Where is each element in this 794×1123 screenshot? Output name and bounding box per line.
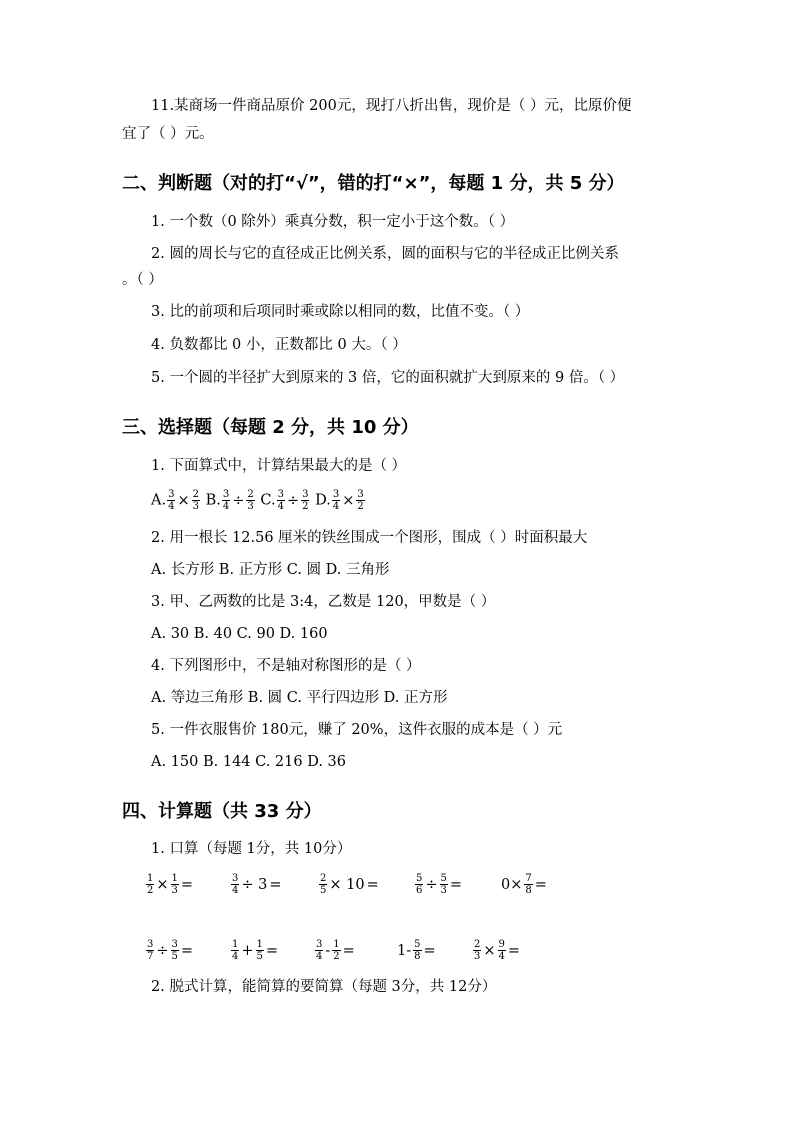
s4-sub2: 2. 脱式计算，能简算的要简算（每题 3分，共 12分） (151, 979, 497, 995)
s3-q5-text: 5. 一件衣服售价 180元，赚了 20%，这件衣服的成本是（ ）元 (151, 722, 563, 738)
calc-expr: 1- $\frac{5}{8}$ = (397, 939, 436, 962)
calc-expr: $\frac{1}{2}$ × $\frac{1}{3}$ = (147, 873, 194, 896)
calc-expr: $\frac{3}{4}$ - $\frac{1}{2}$ = (316, 939, 355, 962)
calc-expr: $\frac{2}{5}$ × 10 = (320, 873, 379, 896)
calc-expr: $\frac{3}{7}$ ÷ $\frac{3}{5}$ = (147, 939, 194, 962)
s4-sub1: 1. 口算（每题 1分，共 10分） (151, 841, 352, 857)
option-c-label: C. (260, 492, 276, 509)
s3-q2-text: 2. 用一根长 12.56 厘米的铁丝围成一个图形，围成（ ）时面积最大 (151, 530, 588, 546)
fraction: $\frac{3}{2}$ (357, 489, 364, 512)
s2-item-1: 1. 一个数（0 除外）乘真分数，积一定小于这个数。（ ） (151, 214, 515, 230)
s3-q2-options: A. 长方形 B. 正方形 C. 圆 D. 三角形 (151, 562, 390, 578)
option-b-label: B. (205, 492, 221, 509)
fraction: $\frac{3}{4}$ (168, 489, 175, 512)
fraction: $\frac{2}{3}$ (192, 489, 199, 512)
fraction: $\frac{3}{4}$ (332, 489, 340, 512)
operator: ÷ (286, 492, 300, 509)
s3-q3-options: A. 30 B. 40 C. 90 D. 160 (151, 626, 328, 642)
fraction: $\frac{3}{2}$ (302, 489, 309, 512)
s3-q1-options (151, 489, 366, 512)
s2-item-2: 2. 圆的周长与它的直径成正比例关系，圆的面积与它的半径成正比例关系 (151, 246, 619, 262)
s2-item-5: 5. 一个圆的半径扩大到原来的 3 倍，它的面积就扩大到原来的 9 倍。（ ） (151, 370, 625, 386)
calc-expr: 0× $\frac{7}{8}$ = (501, 873, 547, 896)
option-d-label: D. (315, 492, 331, 509)
calc-expr: $\frac{1}{4}$ + $\frac{1}{5}$ = (232, 939, 279, 962)
s2-item-4: 4. 负数都比 0 小，正数都比 0 大。（ ） (151, 337, 407, 353)
calc-expr: $\frac{2}{3}$ × $\frac{9}{4}$ = (474, 939, 521, 962)
s3-q4-text: 4. 下列图形中，不是轴对称图形的是（ ） (151, 658, 421, 674)
s2-item-2-cont: 。（ ） (122, 272, 163, 288)
operator: × (342, 492, 355, 509)
s3-q3-text: 3. 甲、乙两数的比是 3:4，乙数是 120，甲数是（ ） (151, 594, 496, 610)
fraction: $\frac{3}{4}$ (277, 489, 284, 512)
operator: × (177, 492, 190, 509)
s3-q4-options: A. 等边三角形 B. 圆 C. 平行四边形 D. 正方形 (151, 690, 448, 706)
calc-expr: $\frac{5}{6}$ ÷ $\frac{5}{3}$ = (416, 873, 463, 896)
section3-heading: 三、选择题（每题 2 分，共 10 分） (122, 417, 419, 438)
s3-q1-text: 1. 下面算式中，计算结果最大的是（ ） (151, 458, 407, 474)
q11-line2: 宜了（ ）元。 (122, 126, 214, 142)
section4-heading: 四、计算题（共 33 分） (122, 801, 322, 822)
calc-expr: $\frac{3}{4}$ ÷ 3 = (232, 873, 282, 896)
option-a-label: A. (151, 492, 167, 509)
section2-heading: 二、判断题（对的打“√”，错的打“×”，每题 1 分，共 5 分） (122, 173, 625, 194)
fraction: $\frac{3}{4}$ (222, 489, 230, 512)
q11-line1: 11.某商场一件商品原价 200元，现打八折出售，现价是（ ）元，比原价便 (151, 98, 632, 114)
s2-item-3: 3. 比的前项和后项同时乘或除以相同的数，比值不变。（ ） (151, 304, 530, 320)
operator: ÷ (232, 492, 245, 509)
s3-q5-options: A. 150 B. 144 C. 216 D. 36 (151, 754, 346, 770)
fraction: $\frac{2}{3}$ (247, 489, 254, 512)
